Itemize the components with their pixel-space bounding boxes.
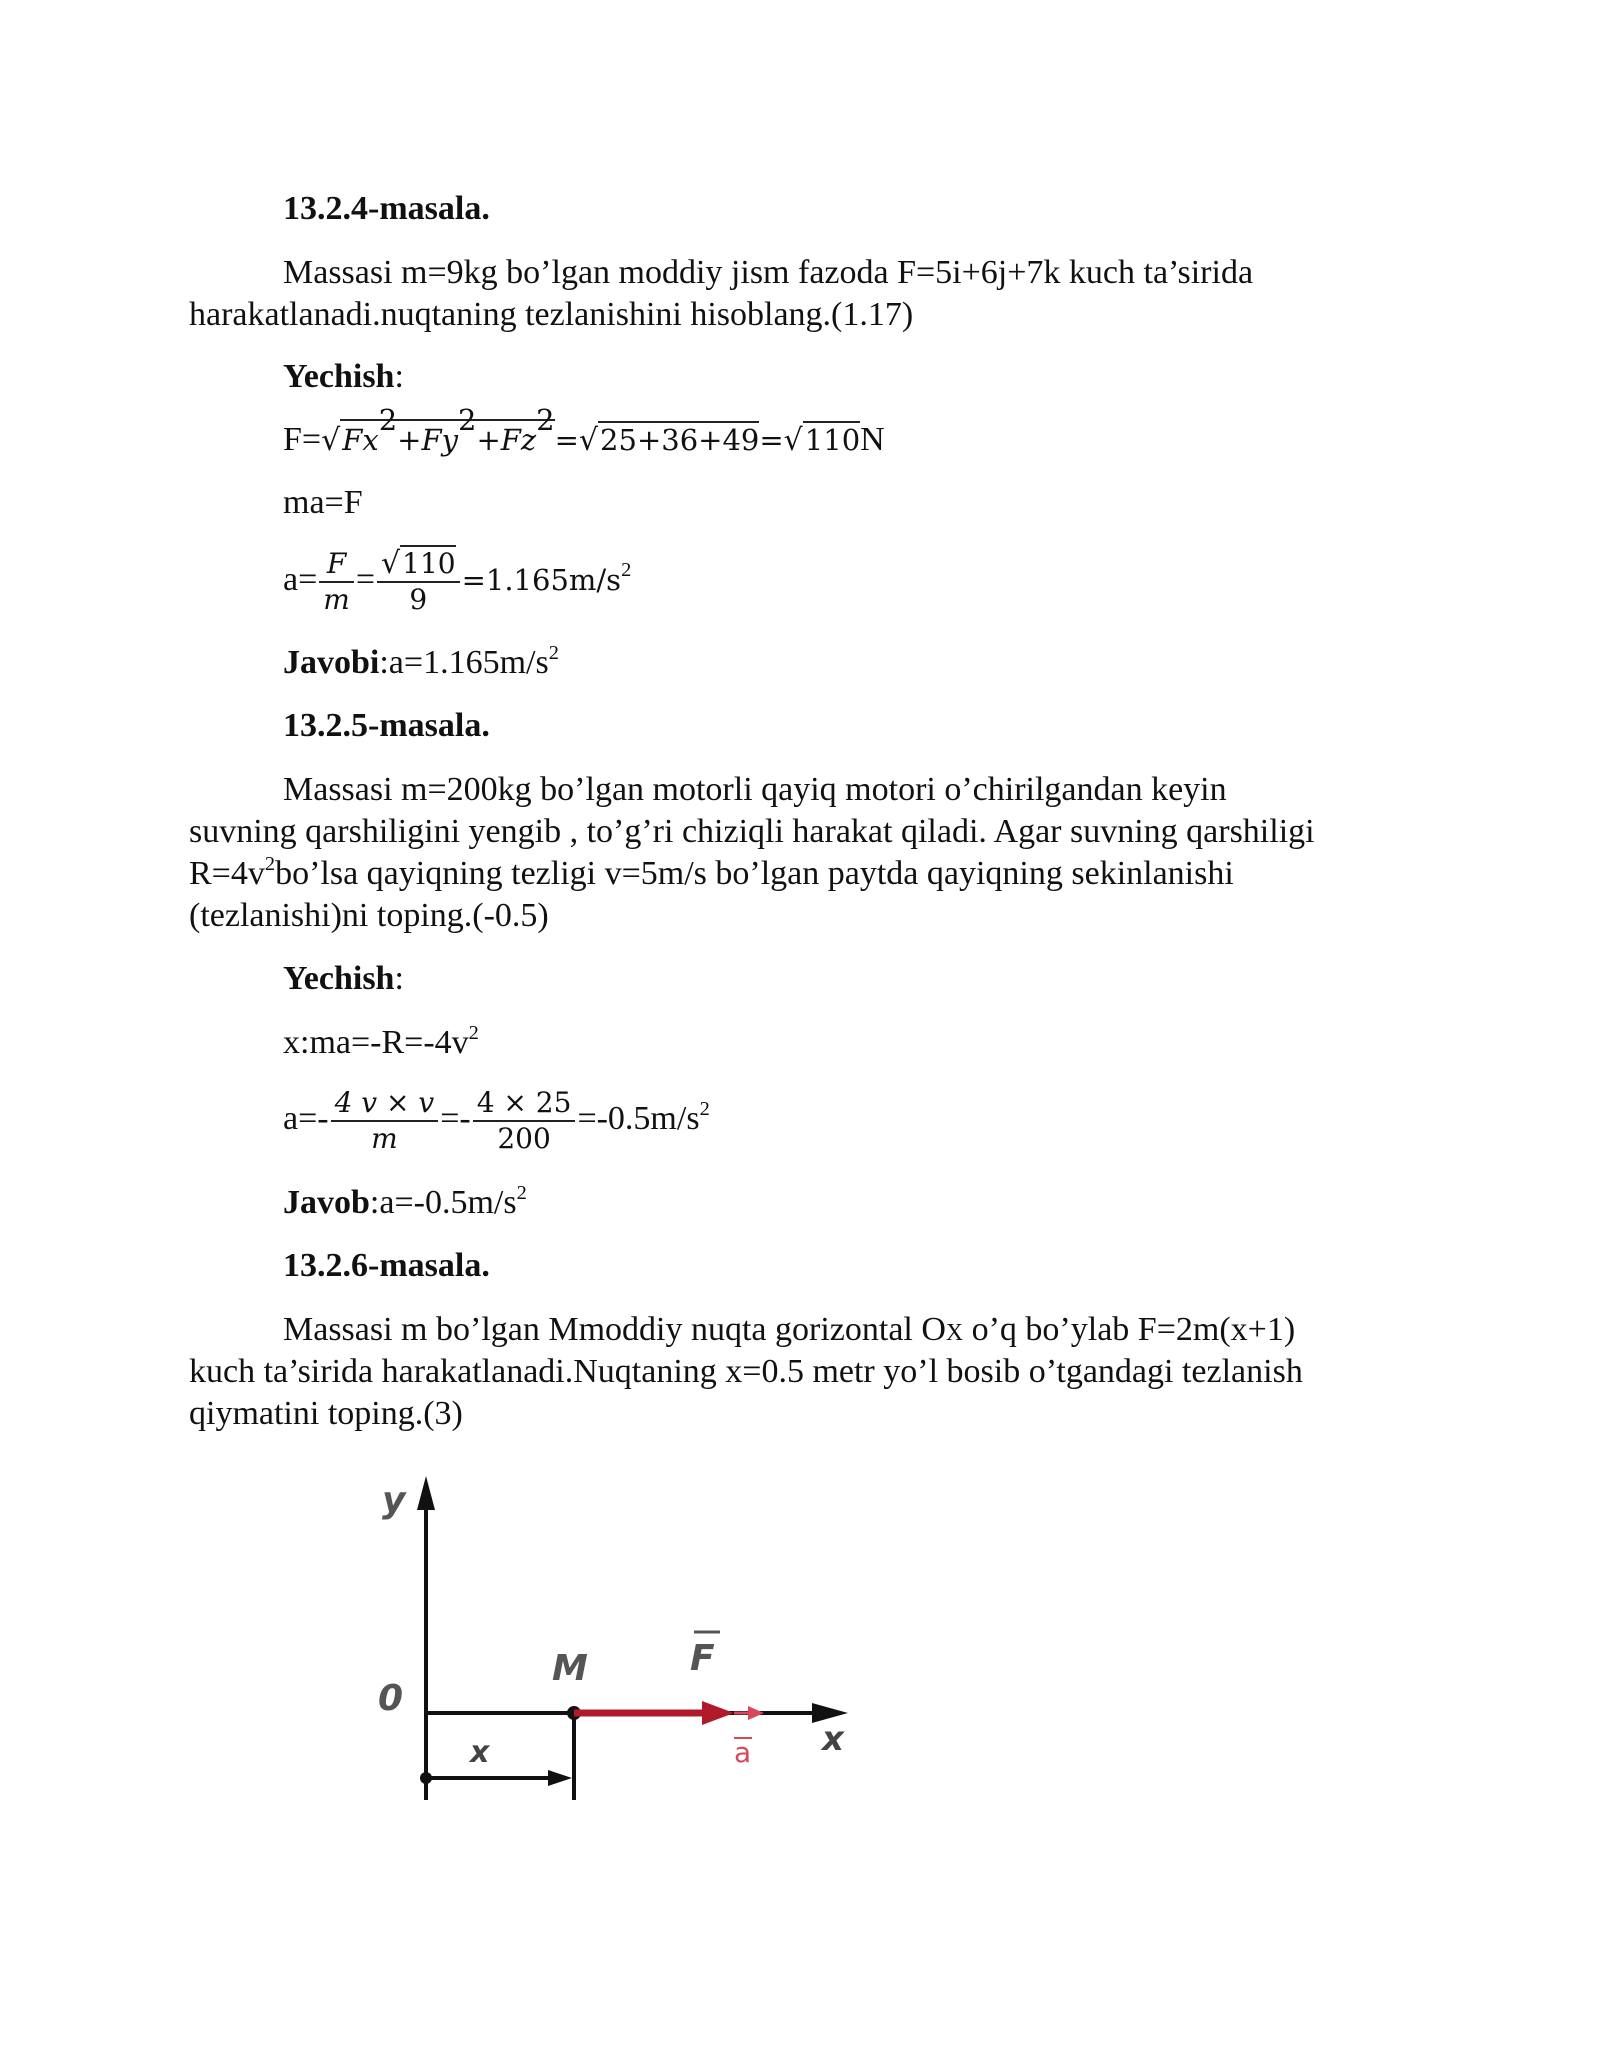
x-distance-arrowhead (548, 1770, 572, 1786)
y-axis-arrow (417, 1476, 435, 1510)
problem-title-13-2-4: 13.2.4-masala. (283, 190, 490, 227)
force-diagram (360, 1460, 880, 1840)
equation-force-magnitude: $F=√Fx^2+Fy^2+Fz^2=√25+36+49=√110N$ (283, 402, 885, 458)
x-axis-label: x (822, 1719, 844, 1759)
problem-text: suvning qarshiligini yengib , to’g’ri chiziqli harakat qiladi. Agar suvning qarshiligi (189, 813, 1315, 850)
answer-line: $Javobi:a=1.165m/s^2$ (283, 641, 559, 681)
problem-text: $R=4v^2bo’lsa$ qayiqning tezligi v=5m/s bo’lgan paytda qayiqning sekinlanishi (189, 852, 1234, 892)
solution-heading: Yechish: (283, 960, 404, 997)
answer-line: $Javob:a=-0.5m/s^2$ (283, 1181, 527, 1221)
x-distance-label: x (470, 1735, 490, 1770)
problem-text: Massasi m=9kg bo’lgan moddiy jism fazoda F=5i+6j+7k kuch ta’sirida (283, 254, 1254, 291)
equation-motion: $x:ma=-R=-4v^2$ (283, 1021, 479, 1061)
problem-text: (tezlanishi)ni toping.(-0.5) (189, 897, 549, 934)
y-axis-label: y (382, 1480, 406, 1521)
problem-text: Massasi m bo’lgan Mmoddiy nuqta gorizontal OX o’q bo’ylab F=2m(x+1) (283, 1311, 1296, 1348)
equation-newton: ma=F (283, 484, 363, 521)
force-arrowhead (702, 1701, 734, 1725)
origin-label: 0 (378, 1678, 404, 1719)
point-m-label: M (552, 1648, 588, 1689)
equation-acceleration: a= $\frac{F}{m}$ = $\frac{√110}{9}$ $=1.165m/s^2$ (283, 546, 632, 617)
problem-text: kuch ta’sirida harakatlanadi.Nuqtaning x=0.5 metr yo’l bosib o’tgandagi tezlanish (189, 1353, 1303, 1390)
problem-title-13-2-5: 13.2.5-masala. (283, 707, 490, 744)
force-label: F (690, 1638, 715, 1679)
problem-text: Massasi m=200kg bo’lgan motorli qayiq motori o’chirilgandan keyin (283, 771, 1227, 808)
distance-start-dot (420, 1772, 432, 1784)
problem-title-13-2-6: 13.2.6-masala. (283, 1247, 490, 1284)
acceleration-label: a (734, 1736, 752, 1769)
equation-acceleration: a=- $\frac{4 v \times v}{m}$ =- $\frac{4 \times 25}{200}$ $=-0.5m/s^2$ (283, 1086, 710, 1156)
problem-text: qiymatini toping.(3) (189, 1395, 463, 1432)
acceleration-arrowhead (748, 1706, 764, 1720)
solution-heading: Yechish: (283, 358, 404, 395)
problem-text: harakatlanadi.nuqtaning tezlanishini hisoblang.(1.17) (189, 296, 914, 333)
